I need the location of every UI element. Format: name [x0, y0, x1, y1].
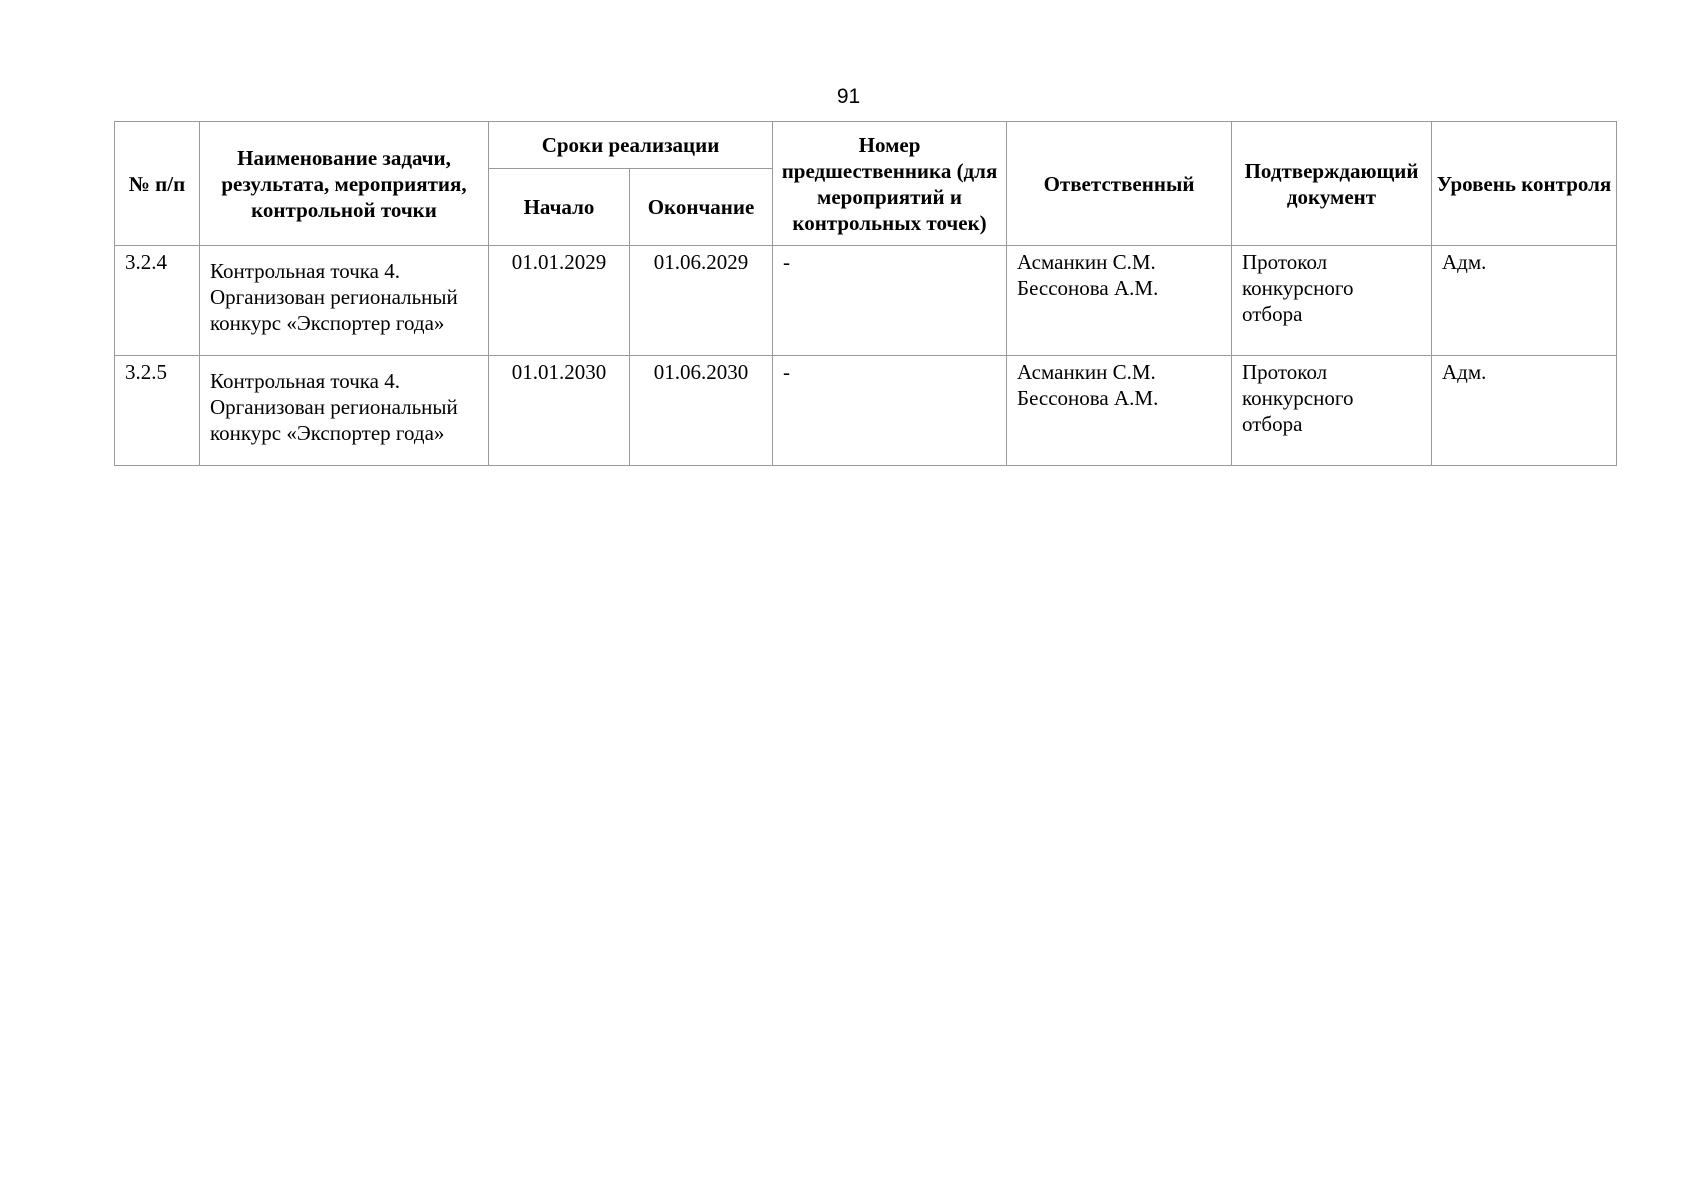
row-name-line: Организован региональный — [210, 395, 458, 419]
row-responsible — [1007, 356, 1232, 466]
header-name: Наименование задачи, результата, мероприятия, контрольной точки — [200, 122, 489, 246]
row-document — [1232, 356, 1432, 466]
row-document-line: Протокол — [1242, 250, 1328, 274]
header-responsible: Ответственный — [1007, 122, 1232, 246]
row-name-line: Организован региональный — [210, 285, 458, 309]
header-control: Уровень контроля — [1432, 122, 1617, 246]
row-responsible-line: Асманкин С.М. — [1017, 360, 1156, 384]
row-document-line: отбора — [1242, 412, 1303, 436]
table-row — [115, 246, 1617, 356]
table-row — [115, 356, 1617, 466]
row-document-line: отбора — [1242, 302, 1303, 326]
row-responsible-line: Бессонова А.М. — [1017, 386, 1159, 410]
header-row — [115, 122, 1617, 169]
row-num: 3.2.5 — [115, 356, 200, 466]
row-name — [200, 356, 489, 466]
row-name — [200, 246, 489, 356]
header-num: № п/п — [115, 122, 200, 246]
row-document-line: Протокол — [1242, 360, 1328, 384]
row-responsible-line: Асманкин С.М. — [1017, 250, 1156, 274]
row-predecessor: - — [773, 246, 1007, 356]
page-number: 91 — [836, 85, 861, 108]
row-control: Адм. — [1432, 356, 1617, 466]
row-control: Адм. — [1432, 246, 1617, 356]
header-start: Начало — [489, 169, 630, 246]
header-period: Сроки реализации — [489, 122, 773, 169]
header-document: Подтверждающий документ — [1232, 122, 1432, 246]
row-name-line: конкурс «Экспортер года» — [210, 421, 445, 445]
row-start: 01.01.2030 — [489, 356, 630, 466]
header-predecessor: Номер предшественника (для мероприятий и контрольных точек) — [773, 122, 1007, 246]
row-responsible — [1007, 246, 1232, 356]
row-name-line: конкурс «Экспортер года» — [210, 311, 445, 335]
row-document — [1232, 246, 1432, 356]
row-document-line: конкурсного — [1242, 276, 1354, 300]
row-start: 01.01.2029 — [489, 246, 630, 356]
row-responsible-line: Бессонова А.М. — [1017, 276, 1159, 300]
row-document-line: конкурсного — [1242, 386, 1354, 410]
row-predecessor: - — [773, 356, 1007, 466]
header-end: Окончание — [630, 169, 773, 246]
row-end: 01.06.2030 — [630, 356, 773, 466]
row-num: 3.2.4 — [115, 246, 200, 356]
row-name-line: Контрольная точка 4. — [210, 369, 401, 393]
control-points-table — [114, 121, 1617, 466]
row-name-line: Контрольная точка 4. — [210, 259, 401, 283]
row-end: 01.06.2029 — [630, 246, 773, 356]
